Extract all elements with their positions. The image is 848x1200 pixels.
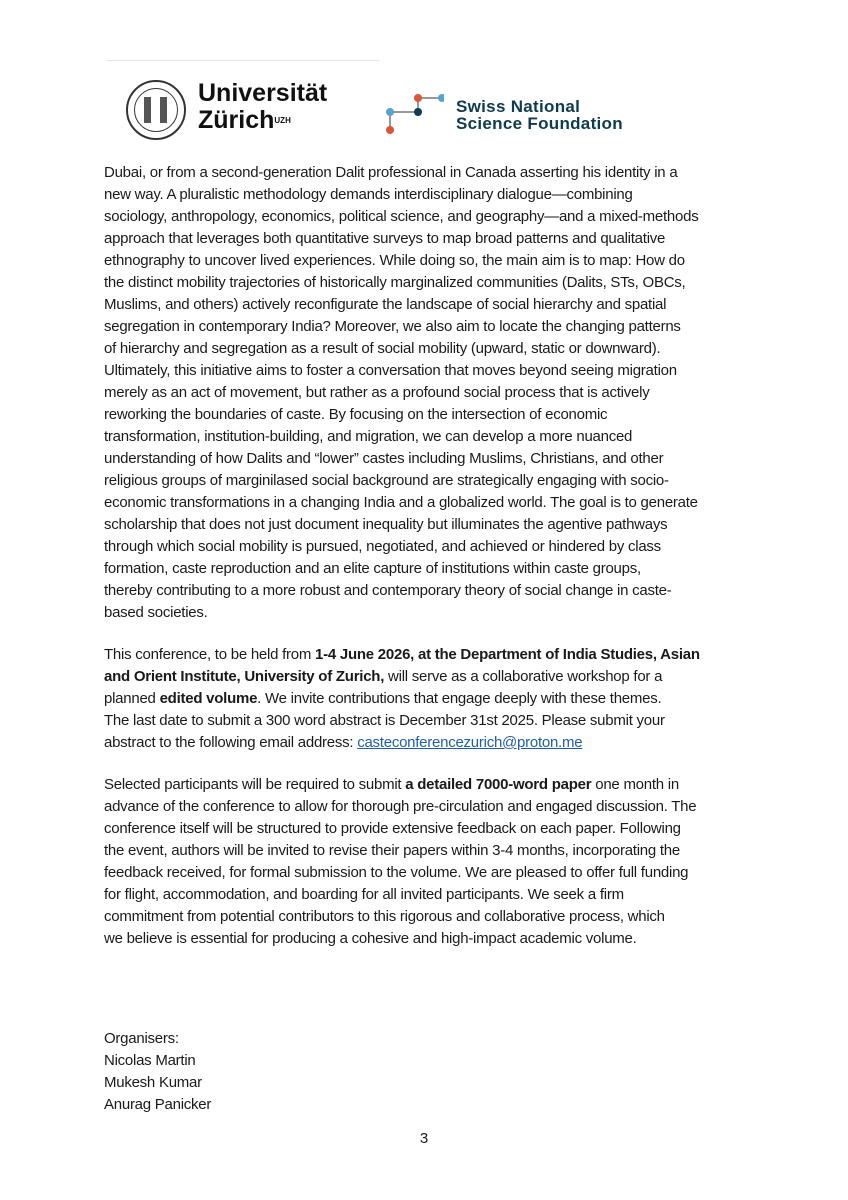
text-line (104, 448, 700, 470)
text-run: Ultimately, this initiative aims to foster a conversation that moves beyond seeing migration (104, 362, 677, 379)
text-run: sociology, anthropology, economics, political science, and geography—and a mixed-methods (104, 208, 699, 225)
text-run: new way. A pluralistic methodology demands interdisciplinary dialogue—combining (104, 186, 633, 203)
text-line (104, 536, 700, 558)
text-run: planned (104, 690, 160, 707)
bold-text: and Orient Institute, University of Zurich, (104, 668, 385, 685)
text-run: scholarship that does not just document inequality but illuminates the agentive pathways (104, 516, 668, 533)
text-line (104, 732, 700, 754)
text-line (104, 602, 700, 624)
paragraph (104, 774, 700, 950)
email-link[interactable]: casteconferencezurich@proton.me (357, 734, 583, 751)
text-run: religious groups of marginilased social background are strategically engaging with socio- (104, 472, 669, 489)
organiser-name: Anurag Panicker (104, 1096, 212, 1113)
text-line (104, 818, 700, 840)
text-line (104, 862, 700, 884)
text-line (104, 666, 700, 688)
text-line (104, 688, 700, 710)
snsf-logo-text (456, 98, 623, 132)
text-run: advance of the conference to allow for thorough pre-circulation and engaged discussion. The (104, 798, 697, 815)
document-body (104, 162, 700, 1116)
text-line (104, 710, 700, 732)
text-run: based societies. (104, 604, 208, 621)
text-line (104, 316, 700, 338)
text-run: approach that leverages both quantitative surveys to map broad patterns and qualitative (104, 230, 666, 247)
text-line (104, 796, 700, 818)
text-line (104, 644, 700, 666)
text-run: conference itself will be structured to provide extensive feedback on each paper. Following (104, 820, 681, 837)
text-run: thereby contributing to a more robust and contemporary theory of social change in caste- (104, 582, 672, 599)
snsf-line2: Science Foundation (456, 114, 623, 133)
text-run: the distinct mobility trajectories of historically marginalized communities (Dalits, STs, OBCs, (104, 274, 686, 291)
text-line (104, 840, 700, 862)
text-run: abstract to the following email address: (104, 734, 358, 751)
text-run: This conference, to be held from (104, 646, 316, 663)
uzh-line1: Universität (198, 79, 328, 107)
snsf-logo-icon (384, 90, 444, 140)
text-line (104, 426, 700, 448)
text-run: through which social mobility is pursued, negotiated, and achieved or hindered by class (104, 538, 661, 555)
text-run: of hierarchy and segregation as a result of social mobility (upward, static or downward). (104, 340, 661, 357)
text-run: transformation, institution-building, and migration, we can develop a more nuanced (104, 428, 633, 445)
text-line (104, 580, 700, 602)
organiser-name: Nicolas Martin (104, 1052, 196, 1069)
uzh-line2: Zürich (198, 106, 275, 134)
text-line (104, 884, 700, 906)
text-run: we believe is essential for producing a cohesive and high-impact academic volume. (104, 930, 637, 947)
text-run: Dubai, or from a second-generation Dalit professional in Canada asserting his identity in a (104, 164, 678, 181)
text-line (104, 470, 700, 492)
text-line (104, 558, 700, 580)
header-divider (106, 60, 380, 61)
text-run: Muslims, and others) actively reconfigurate the landscape of social hierarchy and spatial (104, 296, 667, 313)
text-run: . We invite contributions that engage deeply with these themes. (257, 690, 662, 707)
text-run: The last date to submit a 300 word abstract is December 31st 2025. Please submit your (104, 712, 665, 729)
text-line (104, 184, 700, 206)
uzh-logo-text (198, 80, 327, 134)
text-run: understanding of how Dalits and “lower” castes including Muslims, Christians, and other (104, 450, 664, 467)
text-line (104, 206, 700, 228)
uzh-sup: UZH (274, 116, 291, 125)
text-line (104, 250, 700, 272)
text-line (104, 360, 700, 382)
letterhead (106, 60, 746, 156)
organiser-name: Mukesh Kumar (104, 1074, 202, 1091)
text-run: reworking the boundaries of caste. By focusing on the intersection of economic (104, 406, 608, 423)
text-line (104, 162, 700, 184)
text-line (104, 906, 700, 928)
page-number: 3 (419, 1130, 429, 1147)
bold-text: 1-4 June 2026, at the Department of India Studies, Asian (315, 646, 700, 663)
paragraphs (104, 162, 700, 950)
bold-text: a detailed 7000-word paper (405, 776, 592, 793)
text-run: merely as an act of movement, but rather as a profound social process that is actively (104, 384, 650, 401)
text-run: formation, caste reproduction and an elite capture of institutions within caste groups, (104, 560, 641, 577)
paragraph (104, 644, 700, 754)
text-run: economic transformations in a changing India and a globalized world. The goal is to generate (104, 494, 698, 511)
bold-text: edited volume (159, 690, 258, 707)
text-line (104, 382, 700, 404)
text-run: for flight, accommodation, and boarding for all invited participants. We seek a firm (104, 886, 624, 903)
text-line (104, 774, 700, 796)
text-line (104, 492, 700, 514)
text-line (104, 404, 700, 426)
text-run: segregation in contemporary India? Moreover, we also aim to locate the changing patterns (104, 318, 681, 335)
text-run: the event, authors will be invited to revise their papers within 3-4 months, incorporating the (104, 842, 680, 859)
text-run: ethnography to uncover lived experiences. While doing so, the main aim is to map: How do (104, 252, 685, 269)
text-line (104, 514, 700, 536)
paragraph (104, 162, 700, 624)
text-line (104, 338, 700, 360)
text-line (104, 228, 700, 250)
snsf-line1: Swiss National (456, 97, 581, 116)
text-line (104, 294, 700, 316)
organisers-label: Organisers: (104, 1030, 179, 1047)
text-line (104, 928, 700, 950)
organisers-block (104, 1028, 700, 1116)
text-run: Selected participants will be required to submit (104, 776, 406, 793)
text-run: feedback received, for formal submission to the volume. We are pleased to offer full funding (104, 864, 689, 881)
text-line (104, 272, 700, 294)
text-run: commitment from potential contributors to this rigorous and collaborative process, which (104, 908, 665, 925)
text-run: will serve as a collaborative workshop for a (384, 668, 663, 685)
uzh-seal-icon (126, 80, 186, 140)
text-run: one month in (591, 776, 679, 793)
